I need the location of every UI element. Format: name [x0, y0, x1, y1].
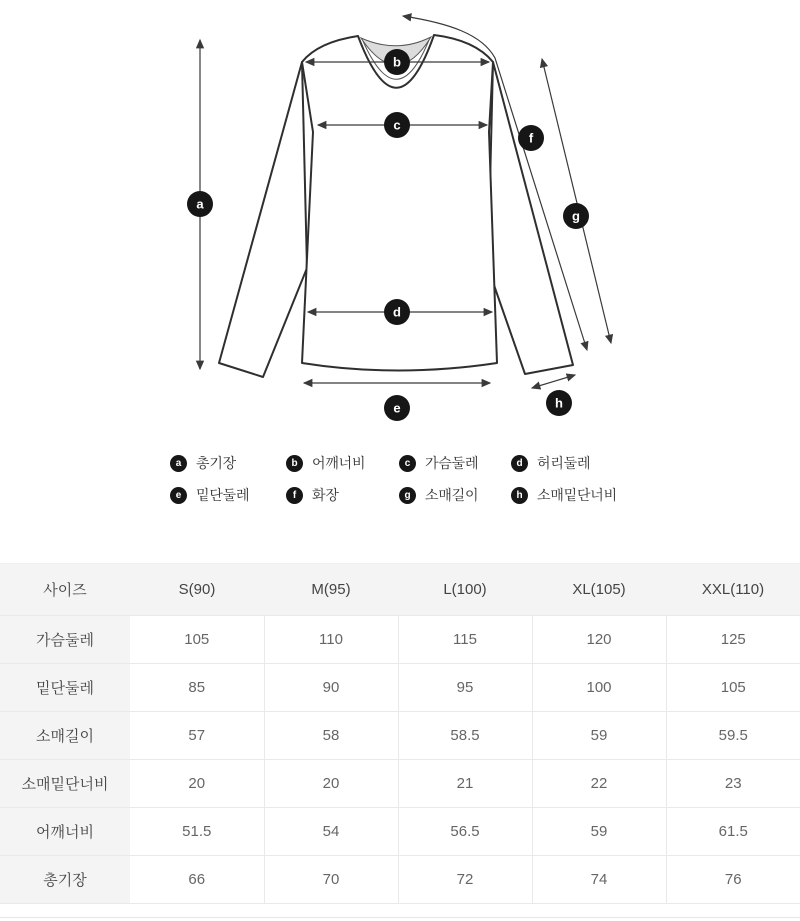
badge-c-letter: c	[393, 117, 401, 133]
cell-value: 22	[532, 760, 666, 808]
badge-e	[384, 395, 410, 421]
badge-b	[384, 49, 410, 75]
cell-value: 120	[532, 616, 666, 664]
cell-value: 70	[264, 856, 398, 904]
cell-value: 54	[264, 808, 398, 856]
header-xxl: XXL(110)	[666, 564, 800, 616]
left-sleeve	[219, 62, 307, 377]
cell-value: 95	[398, 664, 532, 712]
legend-badge-c: c	[399, 455, 416, 472]
badge-g	[563, 203, 589, 229]
legend-badge-a: a	[170, 455, 187, 472]
cell-value: 58.5	[398, 712, 532, 760]
table-row-total-length	[0, 856, 800, 904]
badge-a	[187, 191, 213, 217]
legend-item-b	[286, 453, 399, 473]
legend-item-a	[170, 453, 286, 473]
row-label: 밑단둘레	[0, 664, 130, 712]
bottom-divider	[0, 917, 800, 918]
cell-value: 100	[532, 664, 666, 712]
header-s: S(90)	[130, 564, 264, 616]
table-row-shoulder	[0, 808, 800, 856]
cell-value: 115	[398, 616, 532, 664]
badge-f	[518, 125, 544, 151]
size-table	[0, 563, 800, 904]
cell-value: 21	[398, 760, 532, 808]
badge-f-letter: f	[528, 130, 534, 146]
badge-h-letter: h	[555, 395, 563, 411]
cell-value: 61.5	[666, 808, 800, 856]
row-label: 소매밑단너비	[0, 760, 130, 808]
cell-value: 85	[130, 664, 264, 712]
row-label: 가슴둘레	[0, 616, 130, 664]
cell-value: 105	[666, 664, 800, 712]
measurement-legend	[170, 447, 617, 511]
legend-label-h: 소매밑단너비	[537, 487, 617, 503]
legend-label-c: 가슴둘레	[425, 455, 479, 471]
table-row-cuff-width	[0, 760, 800, 808]
legend-badge-h: h	[511, 487, 528, 504]
cell-value: 66	[130, 856, 264, 904]
right-sleeve	[488, 62, 573, 374]
cell-value: 110	[264, 616, 398, 664]
table-row-hem	[0, 664, 800, 712]
legend-item-c	[399, 453, 511, 473]
cell-value: 90	[264, 664, 398, 712]
cell-value: 56.5	[398, 808, 532, 856]
cell-value: 125	[666, 616, 800, 664]
legend-item-e	[170, 485, 286, 505]
badge-a-letter: a	[196, 196, 204, 212]
badge-d	[384, 299, 410, 325]
size-table-header-row	[0, 564, 800, 616]
cell-value: 72	[398, 856, 532, 904]
arrow-cuff-width	[532, 375, 575, 388]
legend-badge-b: b	[286, 455, 303, 472]
cell-value: 20	[264, 760, 398, 808]
legend-label-b: 어깨너비	[312, 455, 366, 471]
cell-value: 59	[532, 712, 666, 760]
cell-value: 58	[264, 712, 398, 760]
header-size: 사이즈	[0, 564, 130, 616]
legend-item-d	[511, 453, 617, 473]
row-label: 총기장	[0, 856, 130, 904]
cell-value: 76	[666, 856, 800, 904]
cell-value: 59.5	[666, 712, 800, 760]
legend-label-e: 밑단둘레	[196, 487, 250, 503]
row-label: 소매길이	[0, 712, 130, 760]
legend-item-h	[511, 485, 617, 505]
badge-b-letter: b	[393, 54, 401, 70]
legend-label-f: 화장	[312, 487, 339, 503]
cell-value: 23	[666, 760, 800, 808]
cell-value: 105	[130, 616, 264, 664]
cell-value: 20	[130, 760, 264, 808]
cell-value: 51.5	[130, 808, 264, 856]
cell-value: 74	[532, 856, 666, 904]
shirt-measurement-diagram	[0, 0, 800, 445]
legend-item-g	[399, 485, 511, 505]
header-xl: XL(105)	[532, 564, 666, 616]
table-row-chest	[0, 616, 800, 664]
badge-h	[546, 390, 572, 416]
header-l: L(100)	[398, 564, 532, 616]
table-row-sleeve-length	[0, 712, 800, 760]
cell-value: 59	[532, 808, 666, 856]
legend-item-f	[286, 485, 399, 505]
header-m: M(95)	[264, 564, 398, 616]
badge-d-letter: d	[393, 304, 401, 320]
legend-badge-g: g	[399, 487, 416, 504]
legend-badge-e: e	[170, 487, 187, 504]
legend-badge-f: f	[286, 487, 303, 504]
row-label: 어깨너비	[0, 808, 130, 856]
legend-badge-d: d	[511, 455, 528, 472]
badge-e-letter: e	[393, 400, 401, 416]
badge-c	[384, 112, 410, 138]
cell-value: 57	[130, 712, 264, 760]
legend-label-a: 총기장	[196, 455, 236, 471]
badge-g-letter: g	[572, 208, 580, 224]
legend-label-d: 허리둘레	[537, 455, 591, 471]
legend-label-g: 소매길이	[425, 487, 479, 503]
